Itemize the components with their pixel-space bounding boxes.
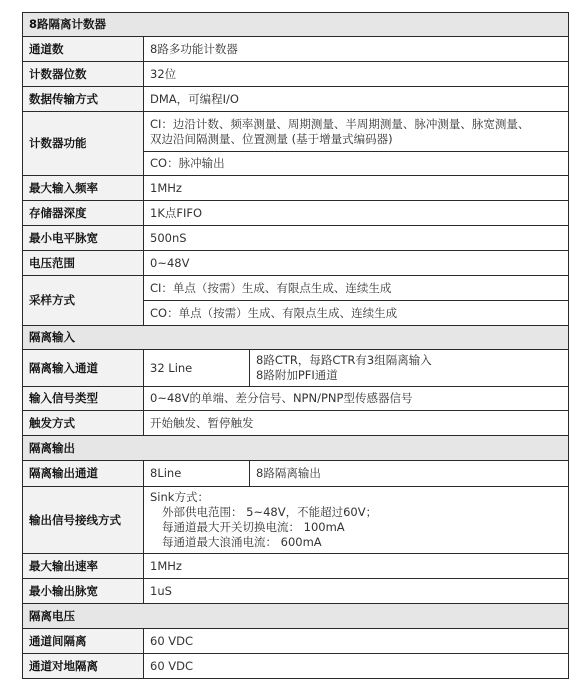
value-channel-isolation: 60 VDC	[144, 629, 569, 654]
section-title-iso-output: 隔离输出	[23, 436, 569, 461]
spec-row	[23, 226, 569, 251]
label-counter-bits: 计数器位数	[23, 62, 144, 87]
value-iso-output-channels: 8Line	[144, 461, 250, 487]
spec-row	[23, 487, 569, 554]
section-row	[23, 604, 569, 629]
label-min-pulse: 最小电平脉宽	[23, 226, 144, 251]
spec-row	[23, 62, 569, 87]
value-transfer: DMA，可编程I/O	[144, 87, 569, 112]
wiring-line-3: 每通道最大开关切换电流： 100mA	[162, 520, 345, 534]
label-memory: 存储器深度	[23, 201, 144, 226]
value-memory: 1K点FIFO	[144, 201, 569, 226]
value-max-freq: 1MHz	[144, 176, 569, 201]
label-max-freq: 最大输入频率	[23, 176, 144, 201]
label-ground-isolation: 通道对地隔离	[23, 654, 144, 679]
value-input-signal: 0~48V的单端、差分信号、NPN/PNP型传感器信号	[144, 387, 569, 411]
section-title-counter: 8路隔离计数器	[23, 13, 569, 37]
spec-row	[23, 251, 569, 276]
spec-row	[23, 176, 569, 201]
spec-row	[23, 350, 569, 387]
value-counter-bits: 32位	[144, 62, 569, 87]
spec-row	[23, 554, 569, 579]
spec-row	[23, 579, 569, 604]
section-row	[23, 436, 569, 461]
spec-row	[23, 112, 569, 152]
value-sampling-co: CO：单点（按需）生成、有限点生成、连续生成	[144, 301, 569, 326]
section-row	[23, 13, 569, 37]
section-row	[23, 326, 569, 350]
spec-row	[23, 201, 569, 226]
section-title-iso-input: 隔离输入	[23, 326, 569, 350]
value-min-output-pulse: 1uS	[144, 579, 569, 604]
label-min-output-pulse: 最小输出脉宽	[23, 579, 144, 604]
spec-table	[22, 12, 569, 679]
label-transfer: 数据传输方式	[23, 87, 144, 112]
wiring-line-4: 每通道最大浪涌电流： 600mA	[162, 535, 322, 549]
note-iso-input-channels	[250, 350, 569, 387]
value-counter-function-co: CO：脉冲输出	[144, 152, 569, 176]
function-ci-line-1: CI：边沿计数、频率测量、周期测量、半周期测量、脉冲测量、脉宽测量、	[150, 116, 530, 131]
value-output-wiring	[144, 487, 569, 554]
wiring-line-2: 外部供电范围： 5~48V，不能超过60V；	[162, 505, 378, 519]
label-iso-output-channels: 隔离输出通道	[23, 461, 144, 487]
label-output-wiring: 输出信号接线方式	[23, 487, 144, 554]
value-ground-isolation: 60 VDC	[144, 654, 569, 679]
label-voltage: 电压范围	[23, 251, 144, 276]
spec-row	[23, 37, 569, 62]
value-sampling-ci: CI：单点（按需）生成、有限点生成、连续生成	[144, 276, 569, 301]
spec-row	[23, 654, 569, 679]
value-iso-input-channels: 32 Line	[144, 350, 250, 387]
wiring-line-1: Sink方式：	[150, 490, 209, 504]
spec-row	[23, 387, 569, 411]
value-counter-function-ci	[144, 112, 569, 152]
spec-row	[23, 629, 569, 654]
value-min-pulse: 500nS	[144, 226, 569, 251]
label-channels: 通道数	[23, 37, 144, 62]
label-input-signal: 输入信号类型	[23, 387, 144, 411]
spec-row	[23, 87, 569, 112]
value-voltage: 0~48V	[144, 251, 569, 276]
label-iso-input-channels: 隔离输入通道	[23, 350, 144, 387]
label-counter-function: 计数器功能	[23, 112, 144, 176]
value-trigger: 开始触发、暂停触发	[144, 411, 569, 436]
note-iso-output-channels: 8路隔离输出	[250, 461, 569, 487]
iso-input-note-1: 8路CTR，每路CTR有3组隔离输入	[256, 353, 432, 367]
value-channels: 8路多功能计数器	[144, 37, 569, 62]
label-channel-isolation: 通道间隔离	[23, 629, 144, 654]
function-ci-line-2: 双边沿间隔测量、位置测量 (基于增量式编码器)	[150, 131, 393, 146]
spec-row	[23, 411, 569, 436]
label-sampling: 采样方式	[23, 276, 144, 326]
section-title-iso-voltage: 隔离电压	[23, 604, 569, 629]
label-max-output-rate: 最大输出速率	[23, 554, 144, 579]
label-trigger: 触发方式	[23, 411, 144, 436]
value-max-output-rate: 1MHz	[144, 554, 569, 579]
spec-row	[23, 461, 569, 487]
iso-input-note-2: 8路附加PFI通道	[256, 368, 338, 382]
spec-row	[23, 276, 569, 301]
